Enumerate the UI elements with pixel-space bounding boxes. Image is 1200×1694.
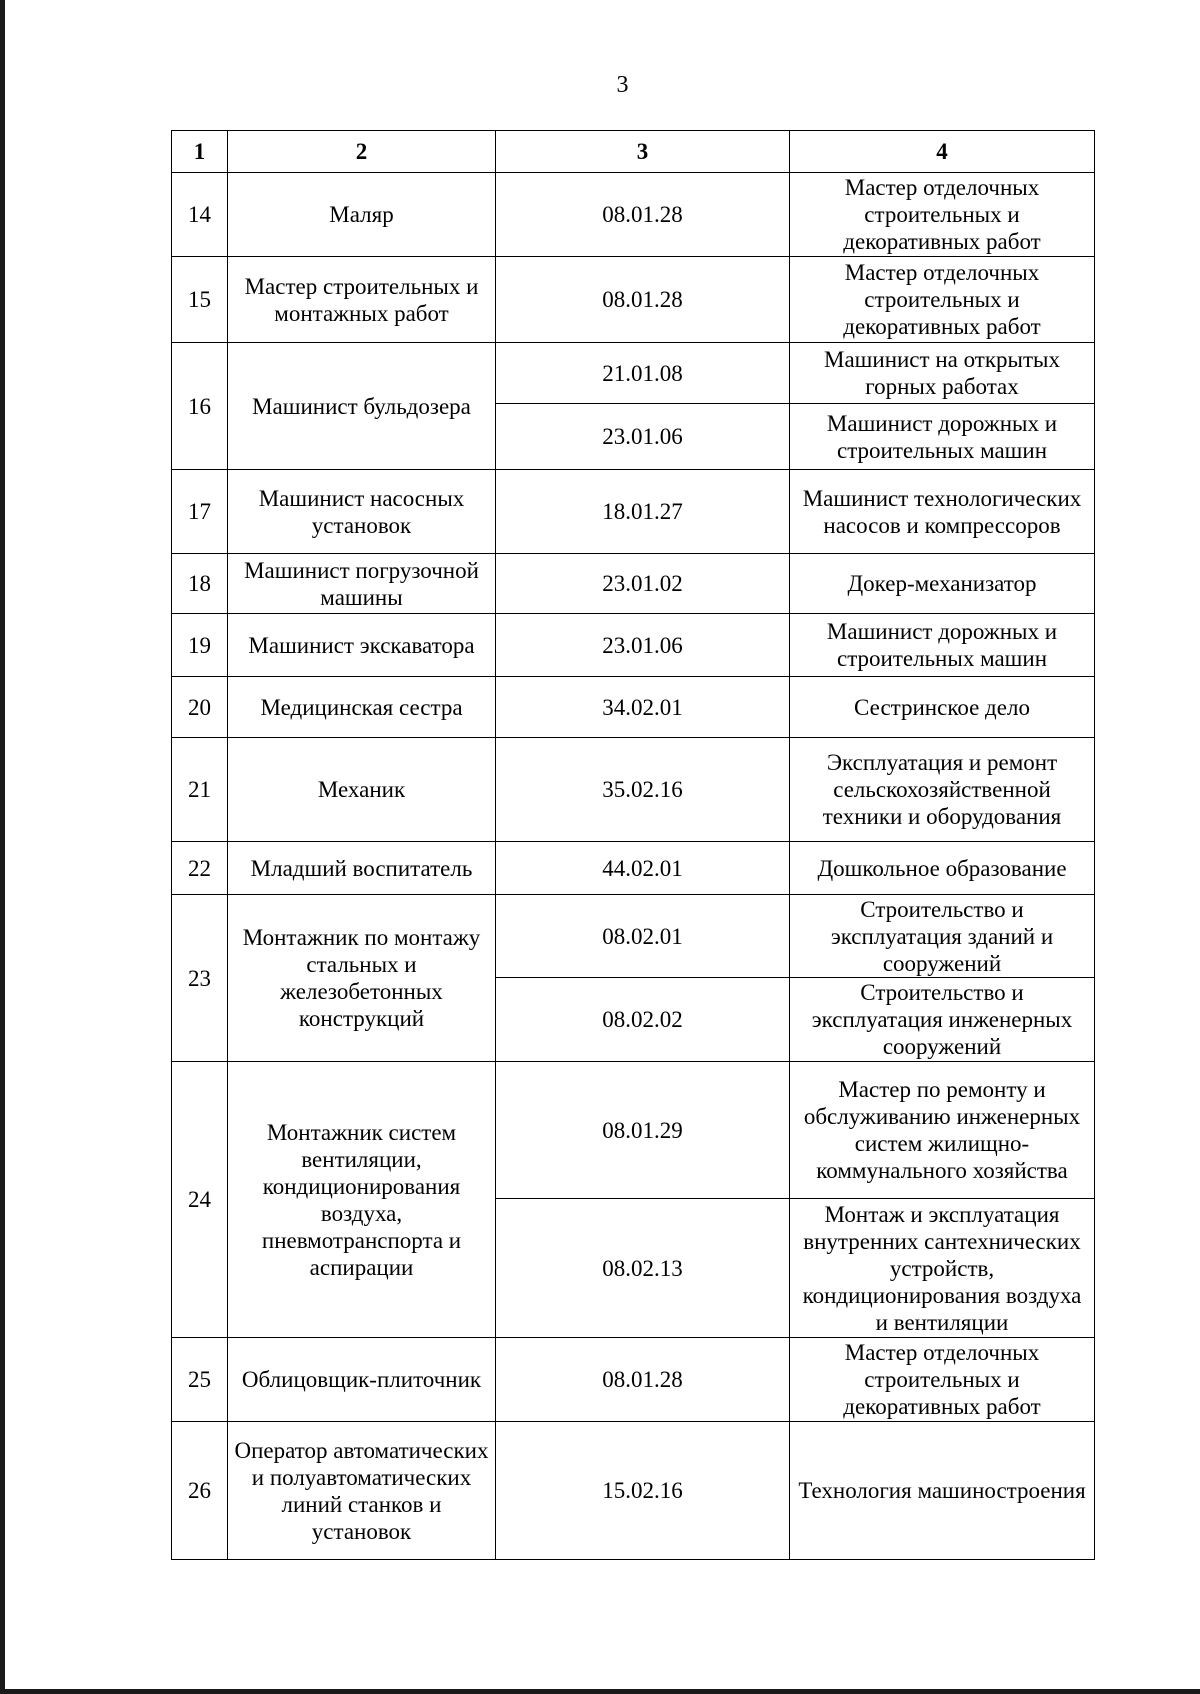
table-row [172,257,1095,343]
row-number: 16 [172,343,228,470]
table-row [172,1062,1095,1199]
profession-cell: Мастер строительных и монтажных работ [228,257,496,343]
specialty-cell: Строительство и эксплуатация инженерных сооружений [790,978,1095,1062]
row-number: 18 [172,554,228,614]
code-cell: 08.01.28 [496,173,790,257]
row-number: 25 [172,1338,228,1422]
code-cell: 18.01.27 [496,470,790,554]
table-row [172,614,1095,677]
table-header-row [172,131,1095,173]
specialty-cell: Технология машиностроения [790,1422,1095,1560]
column-header: 2 [228,131,496,173]
code-cell: 08.02.02 [496,978,790,1062]
row-number: 23 [172,895,228,1062]
column-header: 1 [172,131,228,173]
table-row [172,343,1095,404]
specialty-cell: Мастер по ремонту и обслуживанию инженерных систем жилищно-коммунального хозяйства [790,1062,1095,1199]
specialty-cell: Машинист дорожных и строительных машин [790,614,1095,677]
table-row [172,554,1095,614]
row-number: 17 [172,470,228,554]
profession-cell: Медицинская сестра [228,677,496,738]
code-cell: 08.02.01 [496,895,790,978]
specialty-cell: Мастер отделочных строительных и декоративных работ [790,257,1095,343]
row-number: 22 [172,842,228,895]
table-row [172,173,1095,257]
profession-cell: Монтажник по монтажу стальных и железобетонных конструкций [228,895,496,1062]
profession-cell: Машинист экскаватора [228,614,496,677]
code-cell: 23.01.06 [496,614,790,677]
code-cell: 23.01.02 [496,554,790,614]
code-cell: 08.02.13 [496,1199,790,1338]
row-number: 14 [172,173,228,257]
profession-cell: Облицовщик-плиточник [228,1338,496,1422]
table-row [172,738,1095,842]
code-cell: 08.01.28 [496,257,790,343]
specialty-cell: Сестринское дело [790,677,1095,738]
specialty-cell: Дошкольное образование [790,842,1095,895]
scan-edge-left [0,0,5,1694]
code-cell: 08.01.29 [496,1062,790,1199]
row-number: 20 [172,677,228,738]
profession-cell: Машинист погрузочной машины [228,554,496,614]
column-header: 3 [496,131,790,173]
table-row [172,1338,1095,1422]
specialty-cell: Строительство и эксплуатация зданий и сооружений [790,895,1095,978]
specialty-cell: Мастер отделочных строительных и декоративных работ [790,1338,1095,1422]
column-header: 4 [790,131,1095,173]
profession-cell: Машинист насосных установок [228,470,496,554]
specialty-cell: Машинист дорожных и строительных машин [790,404,1095,470]
profession-cell: Оператор автоматических и полуавтоматических линий станков и установок [228,1422,496,1560]
code-cell: 34.02.01 [496,677,790,738]
code-cell: 35.02.16 [496,738,790,842]
profession-cell: Младший воспитатель [228,842,496,895]
table-row [172,842,1095,895]
specialty-cell: Машинист технологических насосов и компрессоров [790,470,1095,554]
specialty-cell: Докер-механизатор [790,554,1095,614]
specialty-cell: Машинист на открытых горных работах [790,343,1095,404]
specialty-cell: Мастер отделочных строительных и декоративных работ [790,173,1095,257]
code-cell: 23.01.06 [496,404,790,470]
profession-cell: Монтажник систем вентиляции, кондиционирования воздуха, пневмотранспорта и аспирации [228,1062,496,1338]
row-number: 26 [172,1422,228,1560]
table-row [172,677,1095,738]
code-cell: 21.01.08 [496,343,790,404]
profession-cell: Механик [228,738,496,842]
profession-cell: Машинист бульдозера [228,343,496,470]
row-number: 19 [172,614,228,677]
code-cell: 44.02.01 [496,842,790,895]
row-number: 24 [172,1062,228,1338]
specialty-cell: Эксплуатация и ремонт сельскохозяйственной техники и оборудования [790,738,1095,842]
page-number: 3 [616,72,629,98]
professions-table [171,130,1095,1560]
table-row [172,470,1095,554]
code-cell: 15.02.16 [496,1422,790,1560]
table-row [172,1422,1095,1560]
table-row [172,895,1095,978]
row-number: 15 [172,257,228,343]
scan-edge-bottom [0,1689,1200,1694]
specialty-cell: Монтаж и эксплуатация внутренних сантехнических устройств, кондиционирования воздуха и вентиляции [790,1199,1095,1338]
profession-cell: Маляр [228,173,496,257]
row-number: 21 [172,738,228,842]
code-cell: 08.01.28 [496,1338,790,1422]
